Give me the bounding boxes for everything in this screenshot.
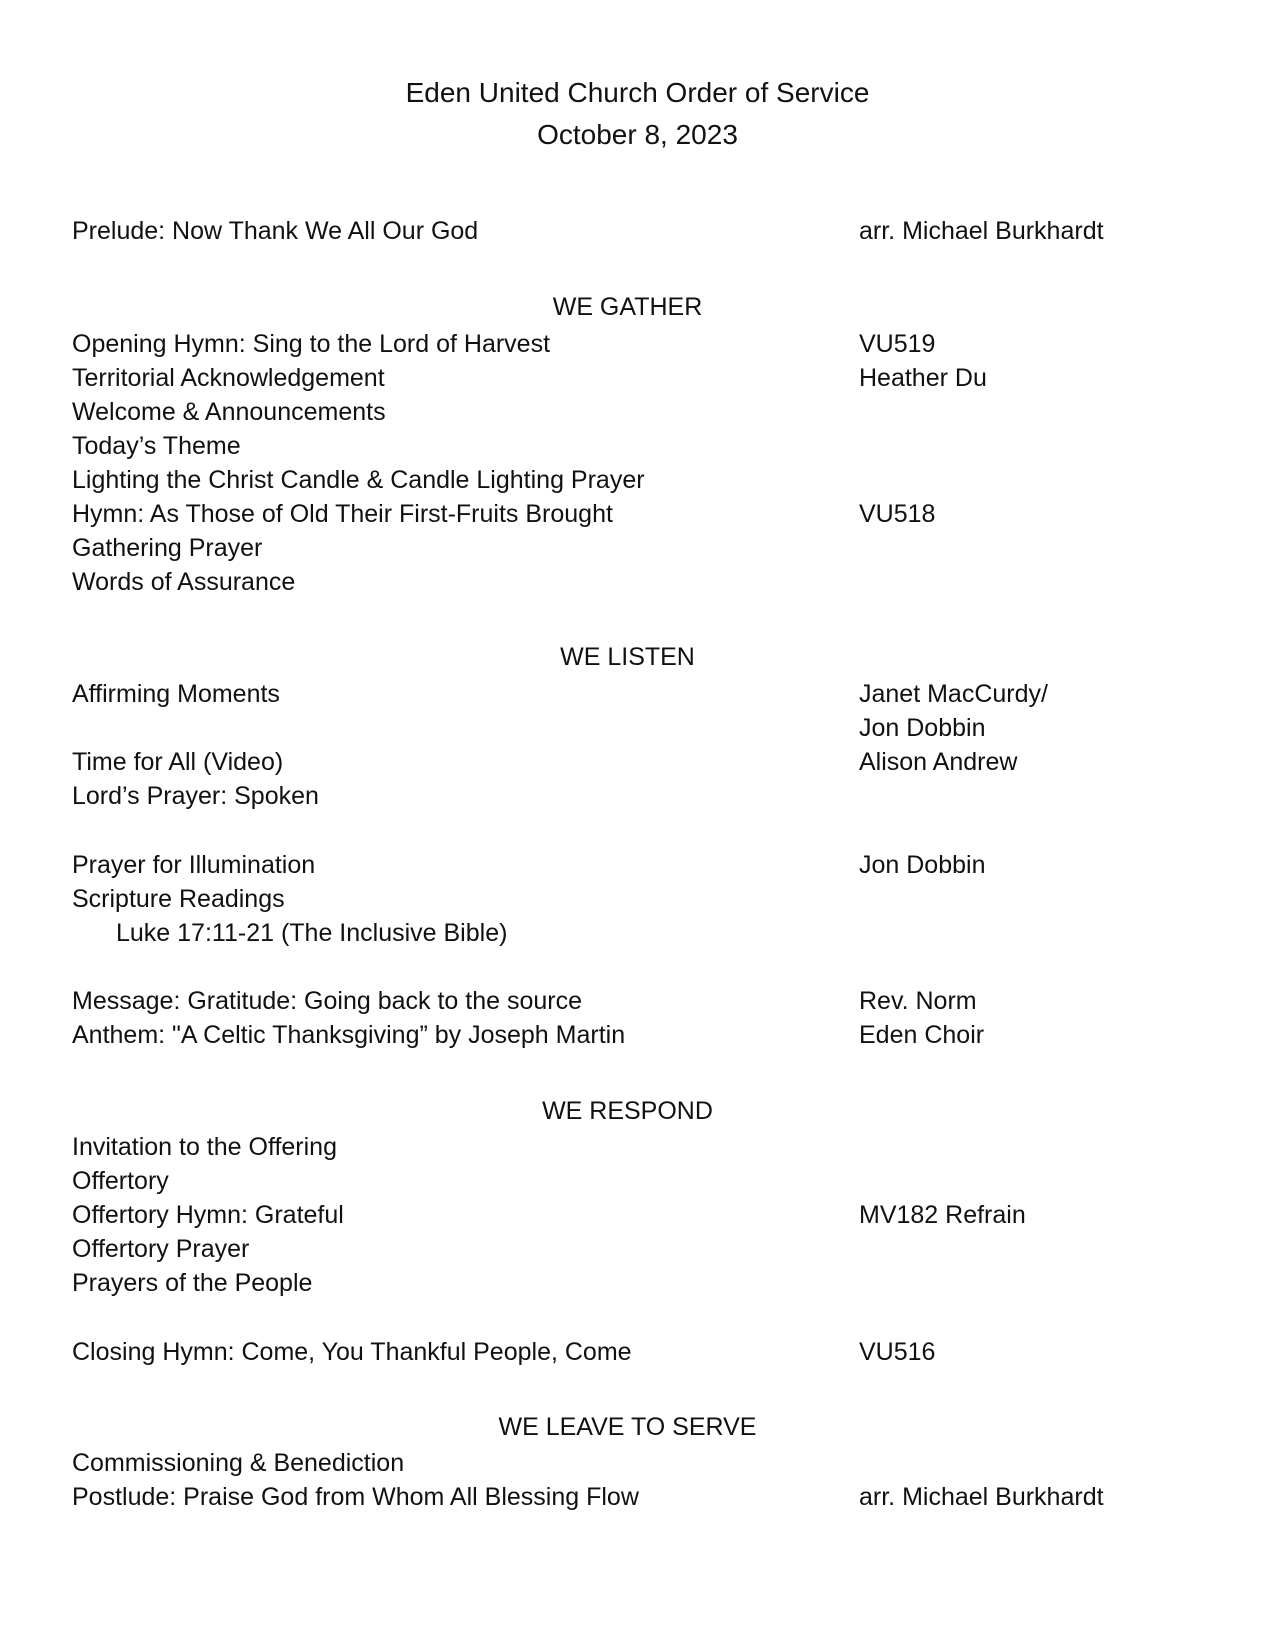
service-item [0, 678, 1275, 710]
service-item-label: Prayer for Illumination [72, 851, 316, 879]
service-item [0, 1199, 1275, 1231]
service-item-label: Prelude: Now Thank We All Our God [72, 217, 479, 245]
service-item-leader: arr. Michael Burkhardt [859, 1483, 1104, 1511]
service-item [0, 1019, 1275, 1051]
service-item-label: Invitation to the Offering [72, 1133, 337, 1161]
service-item-label: Postlude: Praise God from Whom All Blessing Flow [72, 1483, 639, 1511]
service-item [0, 532, 1275, 564]
service-item [0, 746, 1275, 778]
service-item-reference: MV182 Refrain [859, 1201, 1026, 1229]
service-item [0, 780, 1275, 812]
section-heading-respond: WE RESPOND [542, 1097, 713, 1125]
service-item-label: Welcome & Announcements [72, 398, 386, 426]
section-heading-gather: WE GATHER [552, 293, 703, 321]
service-item-label: Message: Gratitude: Going back to the source [72, 987, 582, 1015]
service-item-reference: VU516 [859, 1338, 936, 1366]
service-item [0, 1131, 1275, 1163]
service-item-label: Prayers of the People [72, 1269, 313, 1297]
service-item [0, 566, 1275, 598]
service-item-label: Territorial Acknowledgement [72, 364, 385, 392]
section-heading-leave: WE LEAVE TO SERVE [498, 1413, 757, 1441]
service-item-leader: Eden Choir [859, 1021, 985, 1049]
scripture-reading: Luke 17:11-21 (The Inclusive Bible) [116, 919, 508, 947]
service-item-reference: VU519 [859, 330, 936, 358]
service-item-label: Scripture Readings [72, 885, 285, 913]
service-item-label: Offertory Prayer [72, 1235, 250, 1263]
service-item [0, 464, 1275, 496]
section-heading-listen: WE LISTEN [560, 643, 695, 671]
service-item [0, 1336, 1275, 1368]
service-item [0, 917, 1275, 949]
service-item-leader: Rev. Norm [859, 987, 977, 1015]
service-item-leader: Jon Dobbin [859, 714, 986, 742]
service-item-leader: arr. Michael Burkhardt [859, 217, 1104, 245]
service-item-label: Anthem: "A Celtic Thanksgiving” by Joseph Martin [72, 1021, 626, 1049]
service-item-label: Affirming Moments [72, 680, 280, 708]
service-item-label: Today’s Theme [72, 432, 241, 460]
service-item [0, 1481, 1275, 1513]
service-item-label: Hymn: As Those of Old Their First-Fruits Brought [72, 500, 613, 528]
service-item-label: Offertory [72, 1167, 169, 1195]
service-item [0, 712, 1275, 744]
service-item [0, 1267, 1275, 1299]
service-item [0, 883, 1275, 915]
service-item-label: Commissioning & Benediction [72, 1449, 405, 1477]
service-item [0, 396, 1275, 428]
service-item [0, 328, 1275, 360]
service-item-prelude [0, 215, 1275, 247]
service-item [0, 1233, 1275, 1265]
document-date: October 8, 2023 [537, 119, 738, 150]
service-item [0, 1165, 1275, 1197]
service-item [0, 362, 1275, 394]
service-item [0, 498, 1275, 530]
service-item-label: Opening Hymn: Sing to the Lord of Harvest [72, 330, 551, 358]
service-item [0, 1447, 1275, 1479]
service-item-label: Closing Hymn: Come, You Thankful People, Come [72, 1338, 632, 1366]
service-item [0, 985, 1275, 1017]
service-item-label: Gathering Prayer [72, 534, 263, 562]
service-item-label: Lighting the Christ Candle & Candle Lighting Prayer [72, 466, 645, 494]
service-item-reference: VU518 [859, 500, 936, 528]
service-item-leader: Janet MacCurdy/ [859, 680, 1048, 708]
service-item-label: Time for All (Video) [72, 748, 284, 776]
service-item [0, 849, 1275, 881]
service-item-leader: Alison Andrew [859, 748, 1018, 776]
service-item-label: Offertory Hymn: Grateful [72, 1201, 344, 1229]
service-item-label: Lord’s Prayer: Spoken [72, 782, 319, 810]
service-item-label: Words of Assurance [72, 568, 296, 596]
service-item-leader: Jon Dobbin [859, 851, 986, 879]
document-title: Eden United Church Order of Service [405, 77, 870, 108]
service-item-leader: Heather Du [859, 364, 987, 392]
service-item [0, 430, 1275, 462]
